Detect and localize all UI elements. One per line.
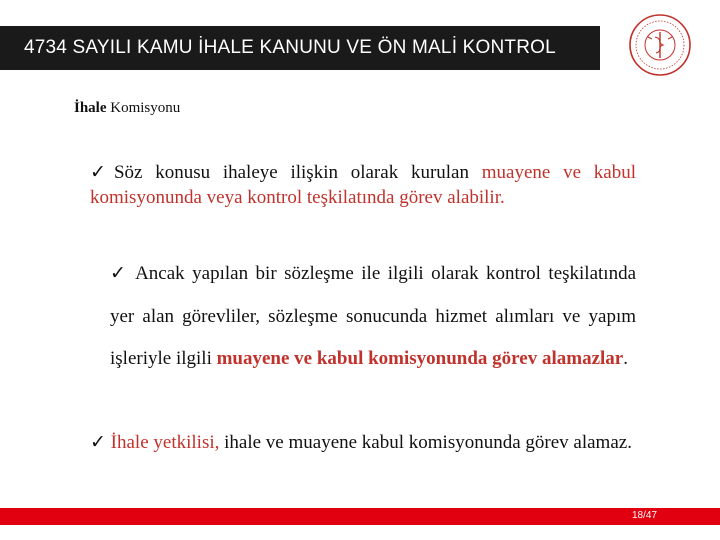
section-subtitle (74, 100, 180, 117)
bullet-2-plain: Ancak yapılan bir sözleşme ile ilgili olarak kontrol teşkilatında yer alan görevliler, sözleşme sonucunda hizmet alımları ve yapım işleriyle ilgili (110, 263, 637, 369)
slide-title: 4734 SAYILI KAMU İHALE KANUNU VE ÖN MALİ KONTROL (24, 37, 556, 58)
check-icon: ✓ (90, 162, 114, 183)
bullet-1 (90, 160, 636, 210)
page-number: 18/47 (632, 510, 658, 521)
bullet-1-plain: Söz konusu ihaleye ilişkin olarak kurulan (113, 162, 482, 183)
subtitle-rest: Komisyonu (106, 100, 181, 116)
bullet-3-plain: ihale ve muayene kabul komisyonunda görev alamaz. (219, 432, 632, 453)
subtitle-bold: İhale (74, 100, 107, 116)
bullet-2-red: muayene ve kabul komisyonunda görev alamazlar (216, 348, 624, 369)
bullet-3-red: İhale yetkilisi, (105, 432, 220, 453)
bullet-1-red: muayene ve kabul komisyonunda veya kontrol teşkilatında görev alabilir. (90, 162, 637, 208)
check-icon: ✓ (110, 263, 129, 284)
bullet-3 (90, 423, 636, 463)
ministry-seal-icon (628, 13, 692, 77)
bullet-2-end: . (623, 348, 628, 369)
footer-bar (0, 508, 720, 525)
check-icon: ✓ (90, 432, 106, 453)
bullet-2 (110, 253, 636, 381)
